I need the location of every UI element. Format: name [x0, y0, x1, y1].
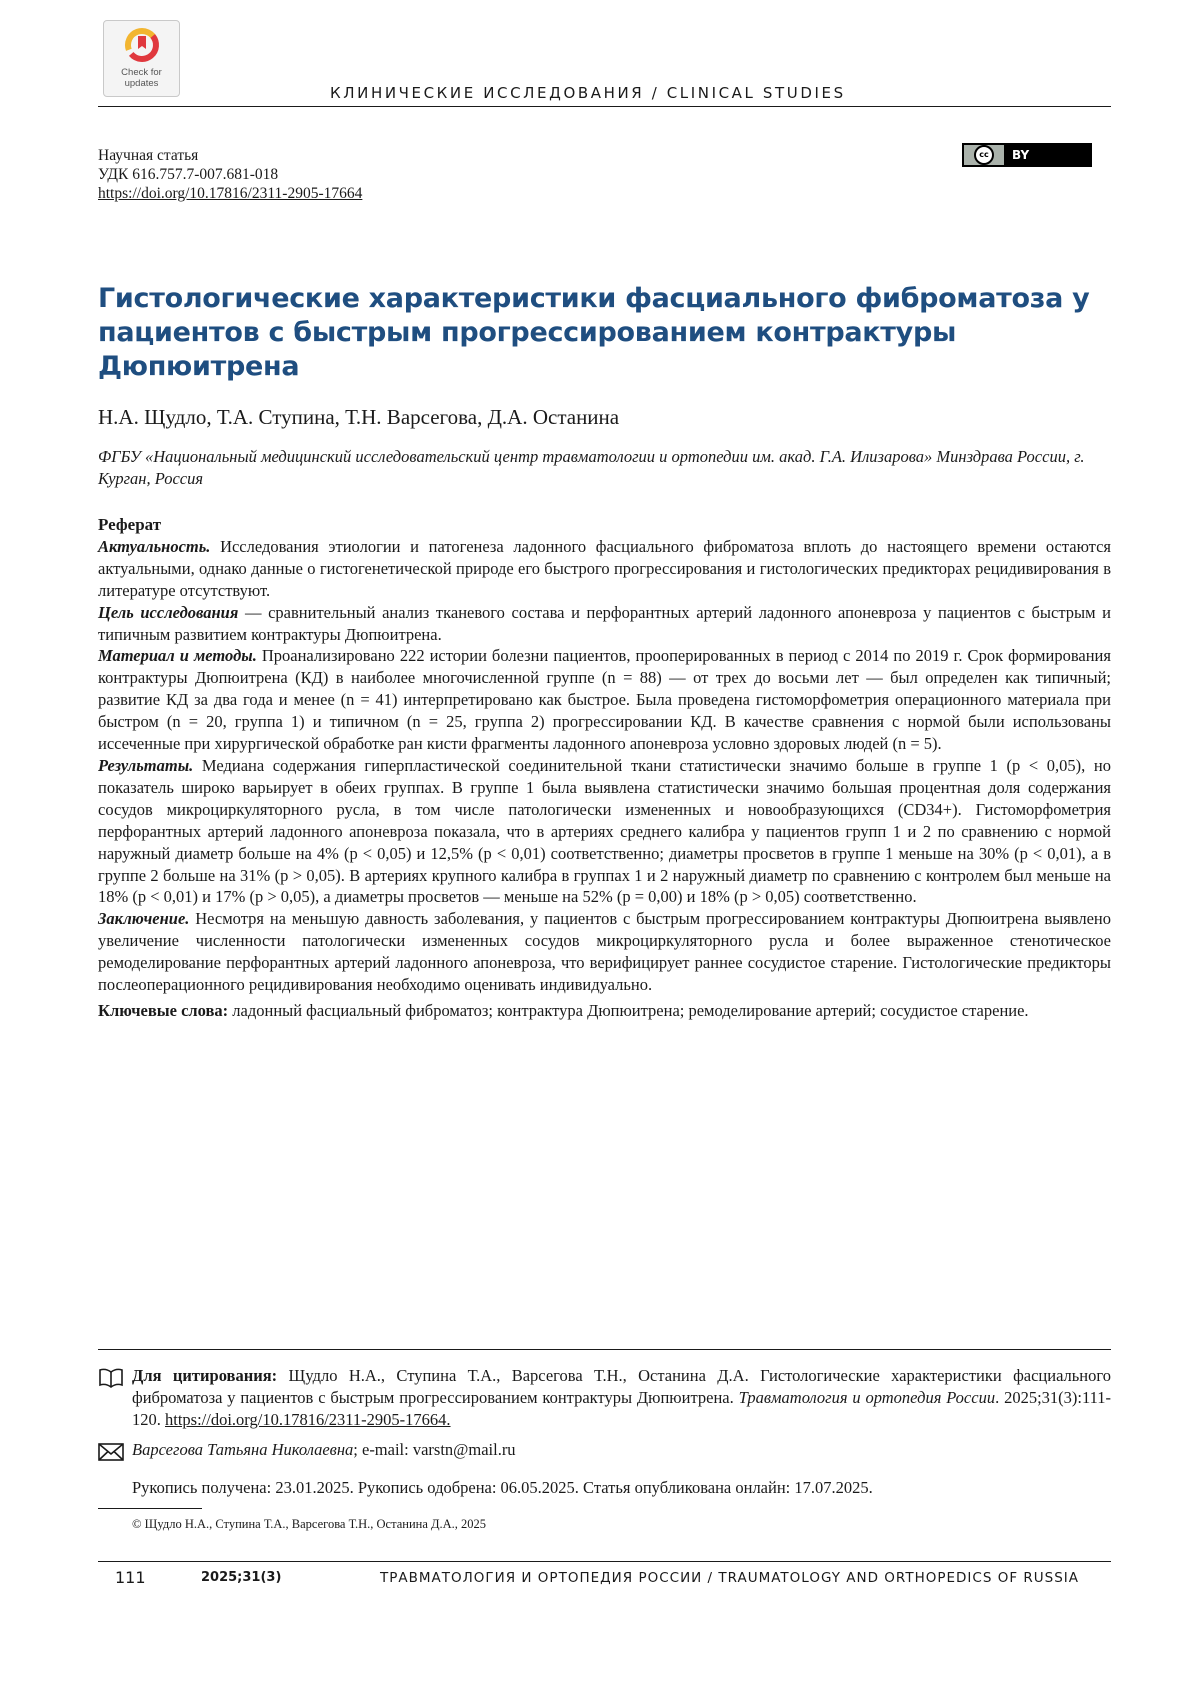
relevance-text: Исследования этиологии и патогенеза ладонного фасциального фиброматоза вплоть до настоящего времени остаются актуальными, однако данные о гистогенетической природе его быстрого прогрессирования и гистологических предикторах рецидивирования в литературе отсутствуют.: [98, 537, 1111, 600]
aim-label: Цель исследования: [98, 603, 238, 622]
article-meta: [98, 146, 362, 203]
correspondence-name: Варсегова Татьяна Николаевна: [132, 1440, 353, 1459]
udc-code: УДК 616.757.7-007.681-018: [98, 165, 362, 184]
cc-logo: [964, 145, 1004, 165]
badge-label: Check for updates: [104, 67, 179, 89]
abstract: [98, 514, 1111, 1022]
page-number: 111: [115, 1568, 146, 1587]
keywords: [98, 1000, 1111, 1022]
abstract-conclusion: [98, 908, 1111, 996]
correspondence: [132, 1440, 516, 1460]
results-text: Медиана содержания гиперпластической соединительной ткани статистически значимо больше в группе 1 (p < 0,05), но показатель широко варьирует в обеих группах. В группе 1 была выявлена статистически значимо большая процентная доля содержания сосудов микроциркуляторного русла, в том числе патологически измененных и новообразующихся (CD34+). Гистоморфометрия перфорантных артерий ладонного апоневроза показала, что в артериях среднего калибра у пациентов групп 1 и 2 по сравнению с нормой наружный диаметр больше на 4% (p < 0,05) и 12,5% (p < 0,01) соответственно; диаметры просветов в группе 1 меньше на 30% (p < 0,01), а в группе 2 больше на 31% (p > 0,05). В артериях крупного калибра в группах 1 и 2 наружный диаметр по сравнению с контролем был меньше на 18% (p < 0,01) и 17% (p > 0,05), а диаметры просветов — меньше на 52% (p = 0,00) и 18% (p > 0,05) соответственно.: [98, 756, 1111, 906]
abstract-heading: Реферат: [98, 515, 161, 534]
cc-by-label: BY: [1004, 145, 1090, 165]
methods-label: Материал и методы.: [98, 646, 257, 665]
check-updates-icon: [124, 27, 160, 63]
cc-by-license-badge[interactable]: [962, 143, 1092, 167]
keywords-label: Ключевые слова:: [98, 1001, 228, 1020]
section-header: КЛИНИЧЕСКИЕ ИССЛЕДОВАНИЯ / CLINICAL STUDIES: [330, 84, 846, 102]
check-for-updates-badge[interactable]: [103, 20, 180, 97]
citation-text: Щудло Н.А., Ступина Т.А., Варсегова Т.Н., Останина Д.А. Гистологические характеристики фасциального фиброматоза у пациентов с быстрым прогрессированием контрактуры Дюпюитрена.: [132, 1366, 1111, 1407]
citation-journal: Травматология и ортопедия России: [739, 1388, 996, 1407]
abstract-aim: [98, 602, 1111, 646]
citation-divider: [98, 1349, 1111, 1350]
copyright: © Щудло Н.А., Ступина Т.А., Варсегова Т.Н., Останина Д.А., 2025: [132, 1517, 486, 1532]
affiliation: ФГБУ «Национальный медицинский исследовательский центр травматологии и ортопедии им. акад. Г.А. Илизарова» Минздрава России, г. Курган, Россия: [98, 446, 1108, 490]
results-label: Результаты.: [98, 756, 193, 775]
article-title: Гистологические характеристики фасциального фиброматоза у пациентов с быстрым прогрессированием контрактуры Дюпюитрена: [98, 282, 1098, 384]
citation-label: Для цитирования:: [132, 1366, 277, 1385]
footer-divider: [98, 1561, 1111, 1562]
book-icon: [98, 1368, 124, 1388]
article-type: Научная статья: [98, 146, 362, 165]
relevance-label: Актуальность.: [98, 537, 210, 556]
abstract-methods: [98, 645, 1111, 755]
manuscript-dates: Рукопись получена: 23.01.2025. Рукопись одобрена: 06.05.2025. Статья опубликована онлайн: 17.07.2025.: [132, 1478, 873, 1498]
abstract-results: [98, 755, 1111, 908]
citation-details: . 2025;31(3):111-120.: [132, 1388, 1111, 1429]
citation-doi-link[interactable]: https://doi.org/10.17816/2311-2905-17664.: [165, 1410, 451, 1429]
aim-text: — сравнительный анализ тканевого состава и перфорантных артерий ладонного апоневроза у пациентов с быстрым и типичным развитием контрактуры Дюпюитрена.: [98, 603, 1111, 644]
mail-icon: [98, 1443, 124, 1461]
citation: [132, 1365, 1111, 1431]
conclusion-label: Заключение.: [98, 909, 189, 928]
conclusion-text: Несмотря на меньшую давность заболевания, у пациентов с быстрым прогрессированием контрактуры Дюпюитрена выявлено увеличение численности патологически измененных сосудов микроциркуляторного русла и более выраженное стенотическое ремоделирование перфорантных артерий ладонного апоневроза, что верифицирует раннее сосудистое старение. Гистологические предикторы послеоперационного рецидивирования необходимо оценивать индивидуально.: [98, 909, 1111, 994]
cc-icon: cc: [974, 145, 994, 165]
journal-name: ТРАВМАТОЛОГИЯ И ОРТОПЕДИЯ РОССИИ / TRAUMATOLOGY AND ORTHOPEDICS OF RUSSIA: [380, 1570, 1079, 1586]
keywords-text: ладонный фасциальный фиброматоз; контрактура Дюпюитрена; ремоделирование артерий; сосудистое старение.: [228, 1001, 1028, 1020]
correspondence-email[interactable]: ; e-mail: varstn@mail.ru: [353, 1440, 515, 1459]
header-divider: [98, 106, 1111, 107]
issue-info: 2025;31(3): [201, 1570, 281, 1585]
doi-link[interactable]: https://doi.org/10.17816/2311-2905-17664: [98, 185, 362, 202]
abstract-relevance: [98, 536, 1111, 602]
authors: Н.А. Щудло, Т.А. Ступина, Т.Н. Варсегова, Д.А. Останина: [98, 405, 619, 430]
copyright-divider: [98, 1508, 202, 1509]
methods-text: Проанализировано 222 истории болезни пациентов, прооперированных в период с 2014 по 2019 г. Срок формирования контрактуры Дюпюитрена (КД) в наиболее многочисленной группе (n = 88) — от трех до восьми лет — был определен как типичный; развитие КД за два года и менее (n = 41) интерпретировано как быстрое. Была проведена гистоморфометрия операционного материала при быстром (n = 20, группа 1) и типичном (n = 25, группа 2) прогрессировании КД. В качестве сравнения с нормой были использованы иссеченные при хирургической обработке ран кисти фрагменты ладонного апоневроза условно здоровых людей (n = 5).: [98, 646, 1111, 753]
